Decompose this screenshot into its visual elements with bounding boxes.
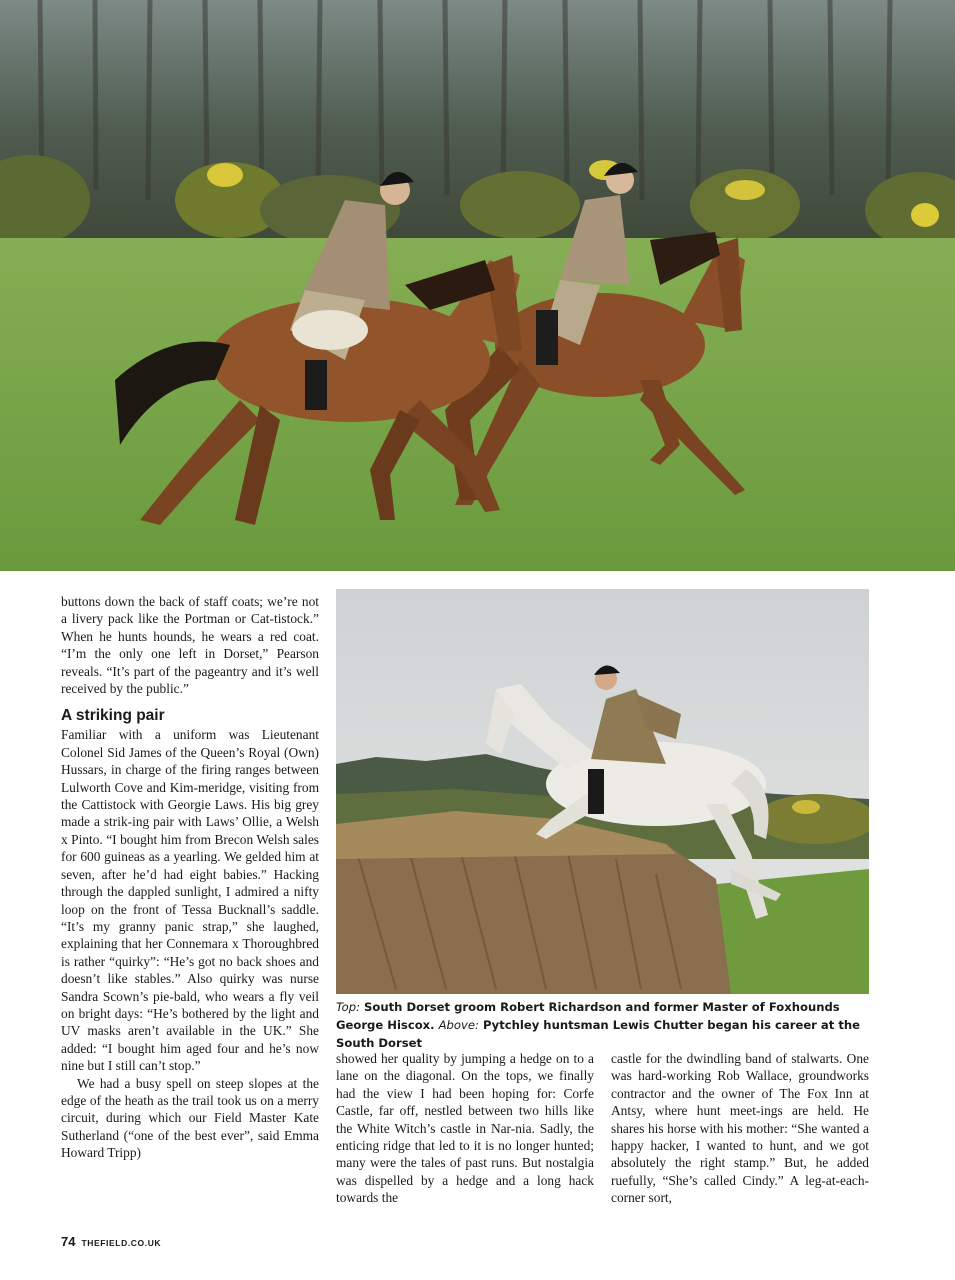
site-url: THEFIELD.CO.UK xyxy=(81,1238,162,1248)
article-paragraph: showed her quality by jumping a hedge on to a lane on the diagonal. On the tops, we finally had the view I had been hoping for: Corfe Castle, far off, nestled between two hills like the White Witch’s castle in Nar-nia. Sadly, the enticing ridge that led to it is no longer hunted; many were the tales of past runs. But nostalgia was dispelled by a hedge and a long hack towards the xyxy=(336,1051,594,1206)
caption-above-label: Above: xyxy=(438,1018,479,1032)
article-column-1 xyxy=(61,593,319,1162)
article-paragraph: Familiar with a uniform was Lieutenant Colonel Sid James of the Queen’s Royal (Own) Hussars, in charge of the firing ranges between Lulworth Cove and Kim-meridge, visiting from the Cattistock with Georgie Laws. His big grey made a strik-ing pair with Laws’ Ollie, a Welsh x Pinto. “I bought him from Brecon Welsh sales for 600 guineas as a yearling. We gelded him at seven, after he’d had eight babies.” Hacking through the dappled sunlight, I admired a nifty loop on the front of Tessa Bucknall’s saddle. “It’s my granny panic strap,” she laughed, explaining that her Connemara x Thoroughbred is rather “quirky”: “He’s got no back shoes and doesn’t like stables.” Also quirky was nurse Sandra Scown’s pie-bald, who wears a fly veil on bright days: “He’s bothered by the light and UV masks aren’t available in the UK.” She added: “I bought him aged four and he’s now nine but I still can’t stop.” xyxy=(61,727,319,1074)
article-paragraph: We had a busy spell on steep slopes at the edge of the heath as the trail took us on a merry circuit, during which our Field Master Kate Sutherland (“one of the best ever”, said Emma Howard Tripp) xyxy=(61,1075,319,1161)
section-subhead: A striking pair xyxy=(61,707,165,725)
photo-caption xyxy=(336,998,869,1052)
photo-middle-illustration xyxy=(336,589,869,994)
caption-above-text: Pytchley huntsman Lewis Chutter began his career at the South Dorset xyxy=(336,1018,860,1050)
article-paragraph: castle for the dwindling band of stalwarts. One was hard-working Rob Wallace, groundworks contractor and the owner of The Fox Inn at Antsy, where hunt meet-ings are held. He shares his horse with his mother: “She wanted a happy hacker, I wanted to hunt, and we got absolutely the right stamp.” But, he added ruefully, “She’s called Cindy.” A leg-at-each-corner sort, xyxy=(611,1051,869,1206)
caption-top-label: Top: xyxy=(336,1000,361,1014)
page-footer xyxy=(61,1233,161,1251)
article-column-2 xyxy=(336,1050,594,1207)
photo-top-illustration xyxy=(0,0,955,571)
article-paragraph: buttons down the back of staff coats; we’re not a livery pack like the Portman or Cat-tistock.” When he hunts hounds, he wears a red coat. “I’m the only one left in Dorset,” Pearson reveals. “It’s part of the pageantry and it’s well received by the public.” xyxy=(61,594,319,697)
photo-top-two-riders xyxy=(0,0,955,571)
photo-grey-horse-jumping-hedge xyxy=(336,589,869,994)
caption-top-text: South Dorset groom Robert Richardson and former Master of Foxhounds George Hiscox. xyxy=(336,1000,840,1032)
article-column-3 xyxy=(611,1050,869,1207)
page-number: 74 xyxy=(61,1234,76,1249)
